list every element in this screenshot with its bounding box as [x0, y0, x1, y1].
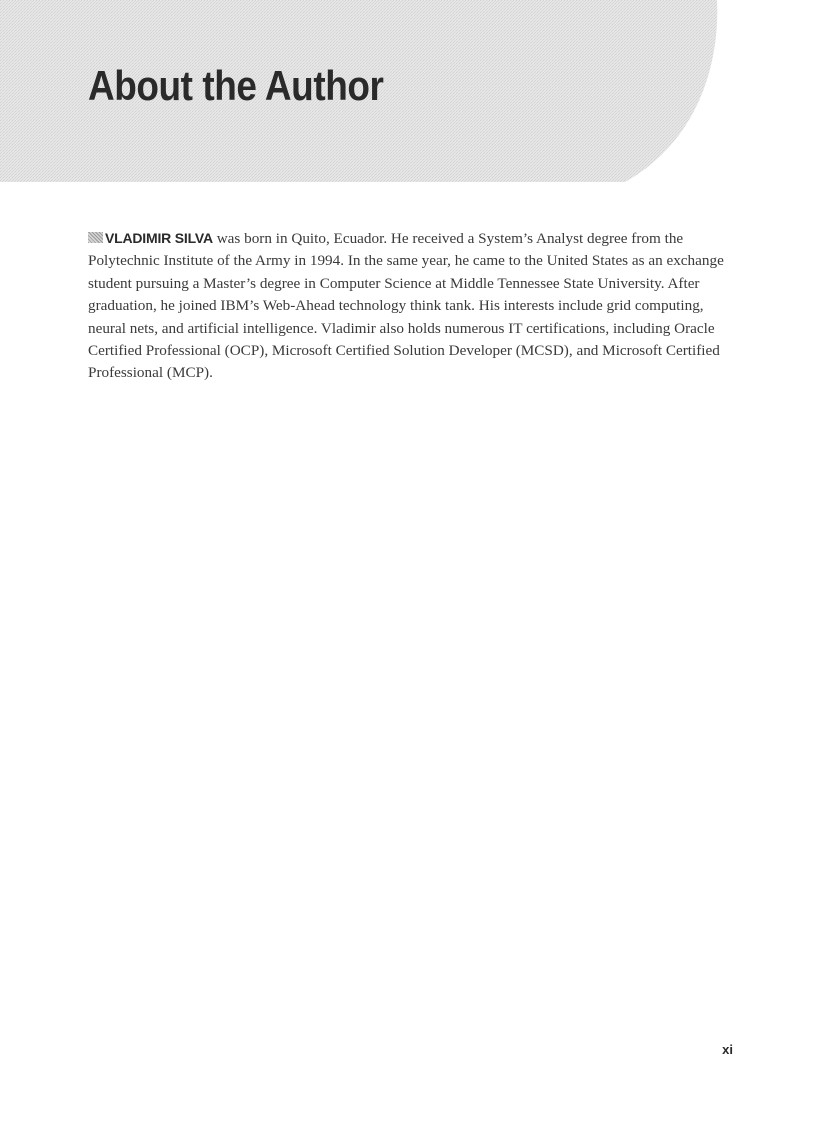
author-name: VLADIMIR SILVA — [105, 230, 213, 246]
bullet-marker-icon — [88, 232, 103, 243]
bio-text: was born in Quito, Ecuador. He received a System’s Analyst degree from the Polytechnic Institute of the Army in 1994. In the same year, he came to the United States as an exchange student pursuing a Master’s degree in Computer Science at Middle Tennessee State University. After graduation, he joined IBM’s Web-Ahead technology think tank. His interests include grid computing, neural nets, and artificial intelligence. Vladimir also holds numerous IT certifications, including Oracle Certified Professional (OCP), Microsoft Certified Solution Developer (MCSD), and Microsoft Certified Professional (MCP). — [88, 230, 724, 382]
page-title: About the Author — [88, 62, 384, 109]
page-number: xi — [722, 1042, 733, 1057]
author-bio — [88, 227, 728, 385]
